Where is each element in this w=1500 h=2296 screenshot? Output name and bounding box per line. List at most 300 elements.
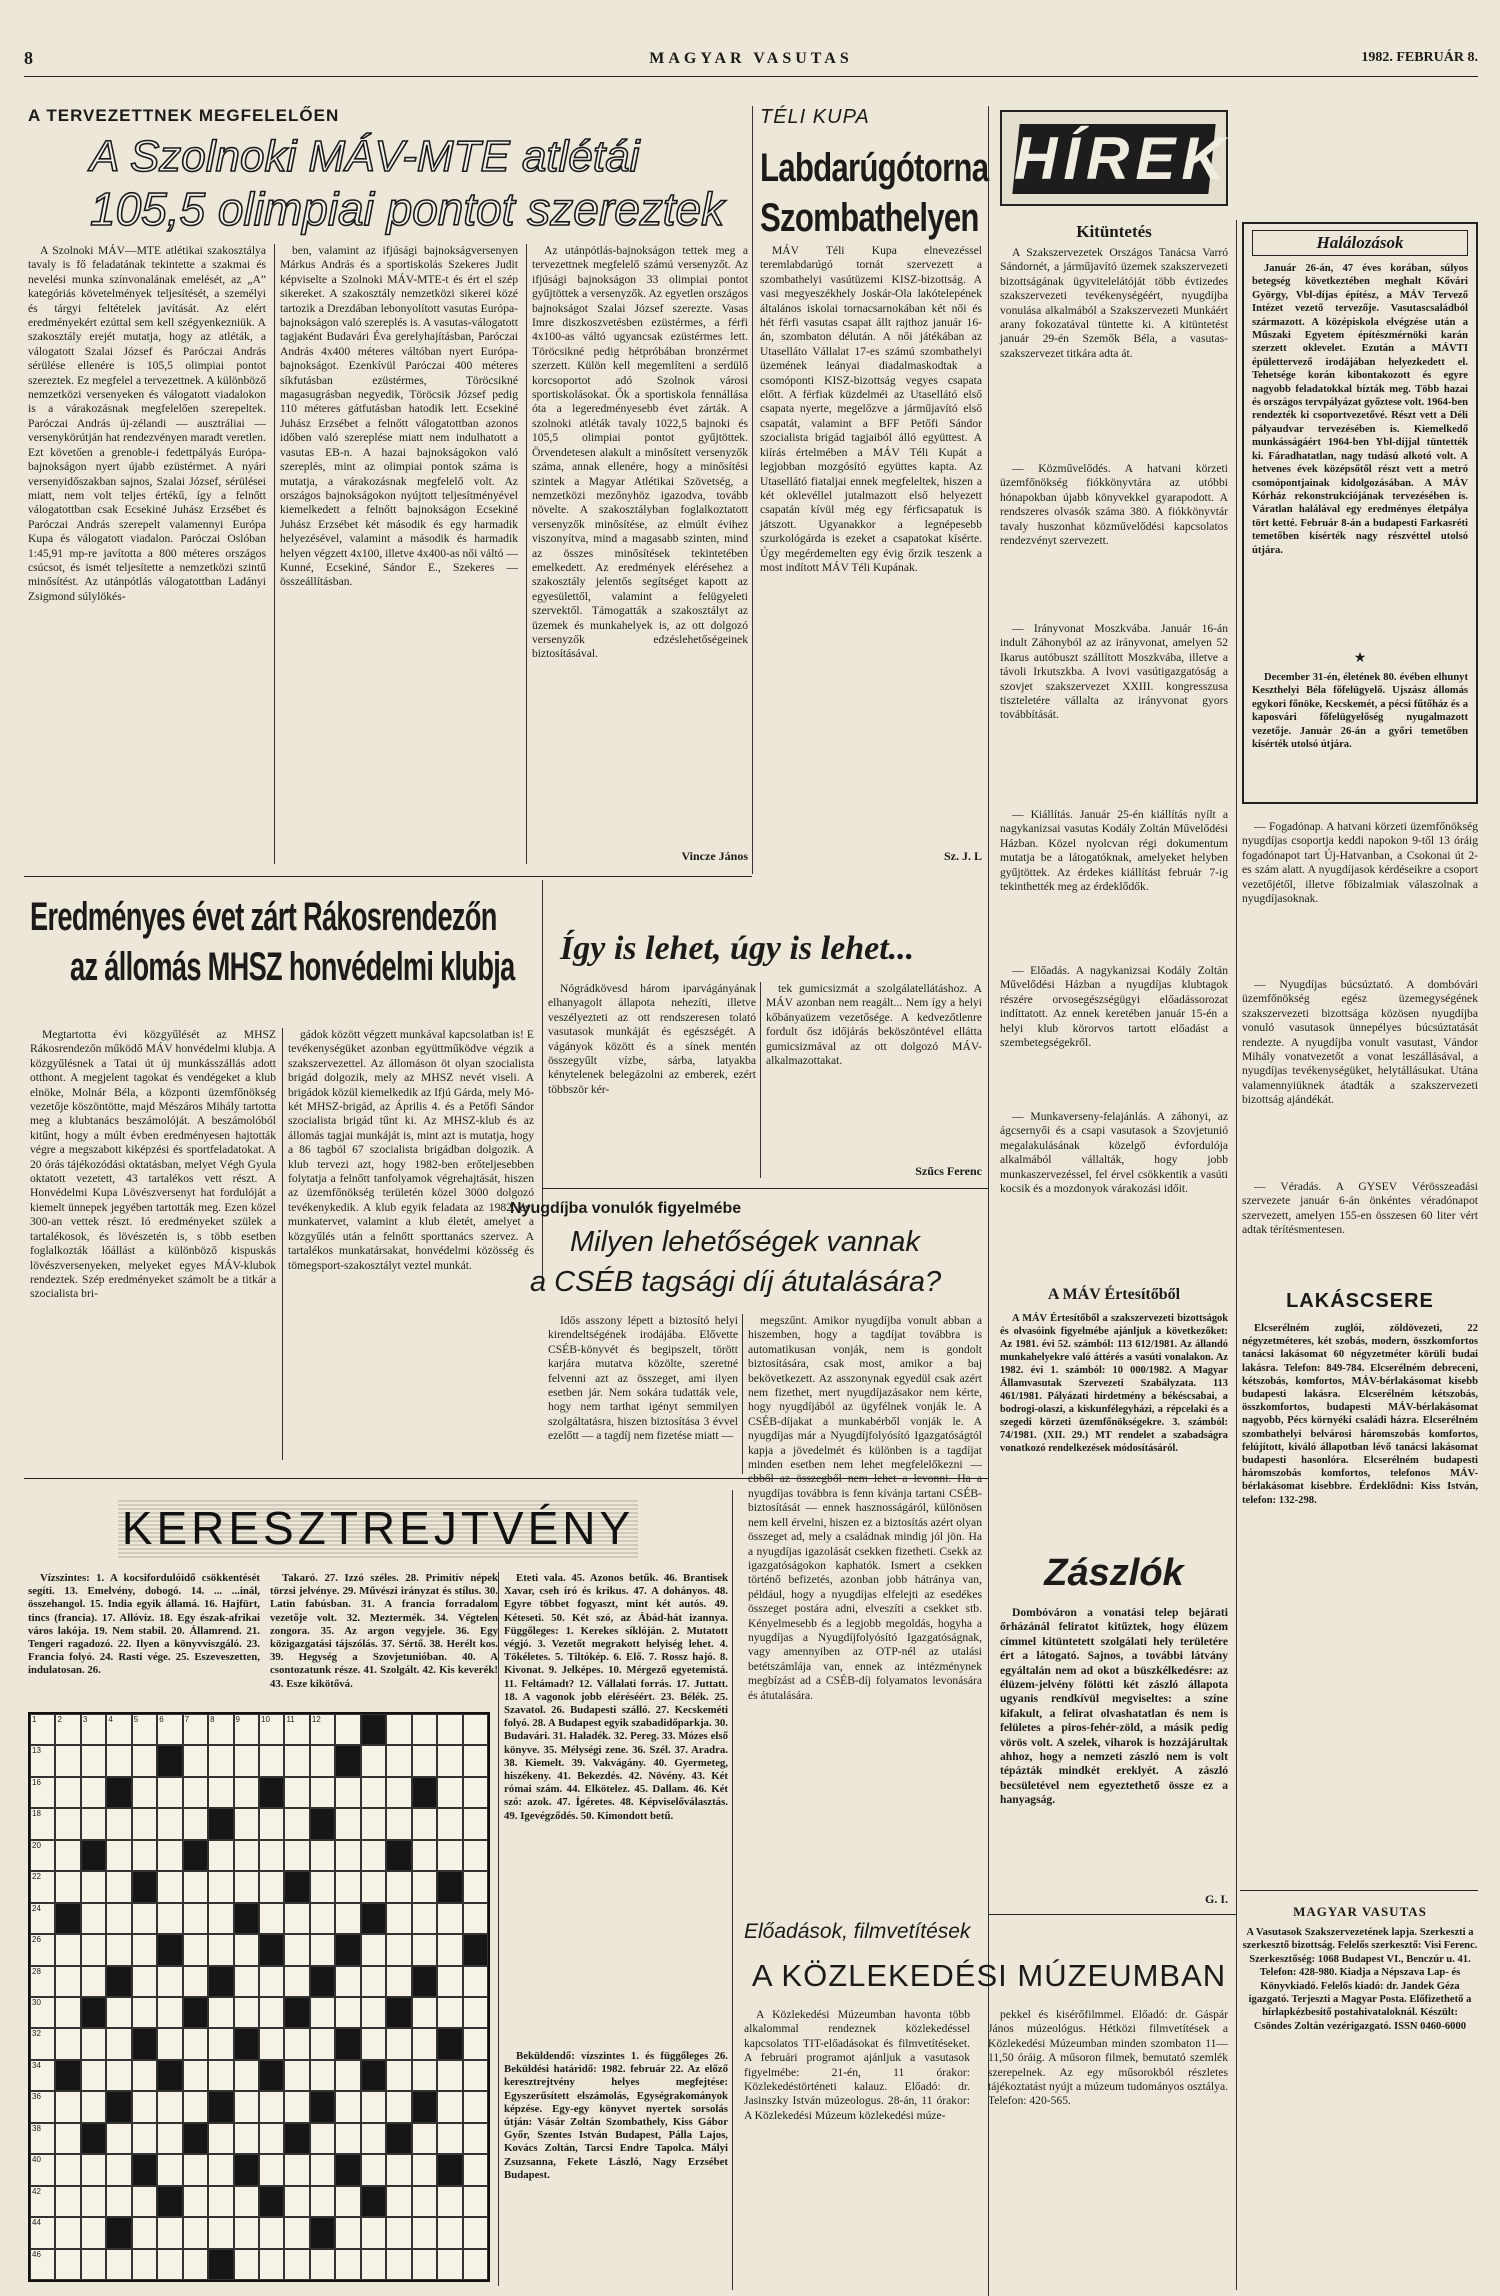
crossword-cell[interactable] xyxy=(106,1934,131,1965)
crossword-cell[interactable] xyxy=(30,2217,55,2248)
divider xyxy=(760,982,761,1178)
crossword-cell[interactable] xyxy=(335,2217,360,2248)
crossword-cell[interactable] xyxy=(81,2028,106,2059)
crossword-cell[interactable] xyxy=(310,1871,335,1902)
news-bucsuztato: — Nyugdíjas búcsúztató. A dombóvári üzemfőnökség egész üzemegységének szakszervezeti bizottsága közösen nyugdíjba vonuló vasutasok ünnepélyes búcsúztatását rendezte. A nyugdíjba vonult vasutast, Vándor Mihály vonatvezetőt a vonat leszállásával, a nyugdíjas tevékenységüket, helytállásukat. Utána valamennyiüknek átadták a szakszervezeti bizottság ajándékát. xyxy=(1242,978,1478,1107)
crossword-cell[interactable] xyxy=(106,2060,131,2091)
crossword-cell[interactable] xyxy=(463,1903,488,1934)
crossword-block xyxy=(183,1840,208,1871)
crossword-cell[interactable] xyxy=(208,1997,233,2028)
crossword-cell[interactable] xyxy=(335,1777,360,1808)
crossword-cell[interactable] xyxy=(463,2091,488,2122)
crossword-cell[interactable] xyxy=(157,1777,182,1808)
crossword-cell[interactable] xyxy=(157,2249,182,2280)
crossword-cell[interactable] xyxy=(106,2186,131,2217)
crossword-cell[interactable] xyxy=(208,1777,233,1808)
crossword-cell[interactable] xyxy=(335,1903,360,1934)
crossword-cell[interactable] xyxy=(30,2186,55,2217)
crossword-cell[interactable] xyxy=(183,2217,208,2248)
crossword-cell[interactable] xyxy=(463,1808,488,1839)
crossword-cell[interactable] xyxy=(30,1808,55,1839)
crossword-cell[interactable] xyxy=(81,1903,106,1934)
lakas-title: LAKÁSCSERE xyxy=(1286,1290,1434,1312)
crossword-cell[interactable] xyxy=(81,1934,106,1965)
crossword-cell[interactable] xyxy=(361,2028,386,2059)
crossword-cell[interactable] xyxy=(386,2186,411,2217)
crossword-cell[interactable] xyxy=(132,1997,157,2028)
crossword-cell[interactable] xyxy=(106,1903,131,1934)
crossword-block xyxy=(183,2123,208,2154)
crossword-cell[interactable] xyxy=(437,1966,462,1997)
crossword-cell[interactable] xyxy=(30,1997,55,2028)
crossword-cell[interactable] xyxy=(463,1745,488,1776)
crossword-cell[interactable] xyxy=(437,2249,462,2280)
crossword-cell[interactable] xyxy=(81,2060,106,2091)
crossword-cell[interactable] xyxy=(284,2060,309,2091)
crossword-cell[interactable] xyxy=(55,2028,80,2059)
crossword-cell[interactable] xyxy=(437,2217,462,2248)
crossword-cell[interactable] xyxy=(55,2123,80,2154)
crossword-cell[interactable] xyxy=(132,1966,157,1997)
crossword-cell[interactable] xyxy=(412,2249,437,2280)
crossword-cell[interactable] xyxy=(361,1934,386,1965)
crossword-cell[interactable] xyxy=(55,1777,80,1808)
crossword-cell[interactable] xyxy=(132,2060,157,2091)
crossword-cell[interactable] xyxy=(361,1745,386,1776)
crossword-cell[interactable] xyxy=(234,1714,259,1745)
crossword-cell[interactable] xyxy=(30,1745,55,1776)
crossword-cell[interactable] xyxy=(208,1934,233,1965)
crossword-cell[interactable] xyxy=(437,1745,462,1776)
crossword-cell[interactable] xyxy=(437,1997,462,2028)
crossword-cell[interactable] xyxy=(463,2249,488,2280)
crossword-cell[interactable] xyxy=(335,1808,360,1839)
crossword-cell[interactable] xyxy=(234,1871,259,1902)
crossword-cell[interactable] xyxy=(55,1745,80,1776)
crossword-cell[interactable] xyxy=(361,1871,386,1902)
crossword-cell[interactable] xyxy=(183,2154,208,2185)
crossword-cell[interactable] xyxy=(335,1997,360,2028)
crossword-cell[interactable] xyxy=(81,1966,106,1997)
crossword-cell[interactable] xyxy=(81,2249,106,2280)
crossword-cell[interactable] xyxy=(183,1966,208,1997)
crossword-cell[interactable] xyxy=(157,1997,182,2028)
crossword-cell[interactable] xyxy=(386,2217,411,2248)
crossword-cell[interactable] xyxy=(463,2123,488,2154)
crossword-cell[interactable] xyxy=(335,1714,360,1745)
crossword-cell[interactable] xyxy=(55,2091,80,2122)
crossword-cell[interactable] xyxy=(310,2028,335,2059)
crossword-block xyxy=(310,2091,335,2122)
crossword-cell[interactable] xyxy=(412,2186,437,2217)
crossword-cell[interactable] xyxy=(284,2186,309,2217)
crossword-cell[interactable] xyxy=(361,2249,386,2280)
crossword-cell[interactable] xyxy=(157,2154,182,2185)
crossword-cell[interactable] xyxy=(183,1714,208,1745)
crossword-cell[interactable] xyxy=(55,1966,80,1997)
crossword-cell[interactable] xyxy=(284,1808,309,1839)
crossword-cell[interactable] xyxy=(386,1871,411,1902)
crossword-cell[interactable] xyxy=(183,1903,208,1934)
crossword-cell[interactable] xyxy=(284,2249,309,2280)
crossword-cell[interactable] xyxy=(284,1934,309,1965)
crossword-cell[interactable] xyxy=(81,2154,106,2185)
crossword-cell[interactable] xyxy=(412,1934,437,1965)
crossword-cell[interactable] xyxy=(463,2186,488,2217)
crossword-cell[interactable] xyxy=(208,2154,233,2185)
crossword-cell[interactable] xyxy=(463,2060,488,2091)
crossword-cell[interactable] xyxy=(132,2123,157,2154)
crossword-cell[interactable] xyxy=(30,2060,55,2091)
crossword-cell-number: 8 xyxy=(210,1715,215,1724)
crossword-cell[interactable] xyxy=(106,2154,131,2185)
crossword-cell[interactable] xyxy=(234,2217,259,2248)
crossword-cell[interactable] xyxy=(183,2091,208,2122)
crossword-cell[interactable] xyxy=(437,2091,462,2122)
crossword-cell[interactable] xyxy=(361,1966,386,1997)
crossword-cell[interactable] xyxy=(310,1903,335,1934)
crossword-cell[interactable] xyxy=(259,1840,284,1871)
crossword-cell[interactable] xyxy=(437,1903,462,1934)
crossword-cell[interactable] xyxy=(55,1997,80,2028)
crossword-cell[interactable] xyxy=(183,2028,208,2059)
crossword-cell[interactable] xyxy=(55,1808,80,1839)
crossword-cell-number: 26 xyxy=(32,1935,41,1945)
crossword-cell[interactable] xyxy=(335,1871,360,1902)
crossword-cell[interactable] xyxy=(259,2028,284,2059)
crossword-cell[interactable] xyxy=(30,2091,55,2122)
crossword-cell[interactable] xyxy=(234,1997,259,2028)
crossword-cell[interactable] xyxy=(132,2249,157,2280)
crossword-cell[interactable] xyxy=(259,2249,284,2280)
crossword-cell[interactable] xyxy=(386,1745,411,1776)
crossword-cell[interactable] xyxy=(30,1903,55,1934)
crossword-cell[interactable] xyxy=(132,2217,157,2248)
crossword-cell[interactable] xyxy=(106,2249,131,2280)
crossword-cell[interactable] xyxy=(259,1997,284,2028)
crossword-cell[interactable] xyxy=(30,2154,55,2185)
crossword-cell[interactable] xyxy=(208,1871,233,1902)
crossword-cell[interactable] xyxy=(386,2249,411,2280)
crossword-cell[interactable] xyxy=(183,2186,208,2217)
crossword-cell[interactable] xyxy=(361,1997,386,2028)
crossword-cell[interactable] xyxy=(157,1808,182,1839)
crossword-cell[interactable] xyxy=(412,2123,437,2154)
crossword-cell[interactable] xyxy=(335,2249,360,2280)
crossword-cell[interactable] xyxy=(106,2028,131,2059)
crossword-cell[interactable] xyxy=(437,1777,462,1808)
crossword-cell[interactable] xyxy=(208,2217,233,2248)
crossword-cell[interactable] xyxy=(208,2123,233,2154)
crossword-cell[interactable] xyxy=(259,2154,284,2185)
crossword-cell[interactable] xyxy=(259,1745,284,1776)
crossword-cell[interactable] xyxy=(386,2091,411,2122)
crossword-cell[interactable] xyxy=(208,1714,233,1745)
crossword-cell[interactable] xyxy=(386,2028,411,2059)
crossword-cell[interactable] xyxy=(106,1997,131,2028)
crossword-cell[interactable] xyxy=(234,1745,259,1776)
crossword-cell[interactable] xyxy=(412,1745,437,1776)
crossword-cell[interactable] xyxy=(335,1966,360,1997)
crossword-cell[interactable] xyxy=(386,1777,411,1808)
crossword-cell[interactable] xyxy=(437,1934,462,1965)
crossword-cell[interactable] xyxy=(157,1903,182,1934)
crossword-cell[interactable] xyxy=(335,1840,360,1871)
crossword-cell[interactable] xyxy=(310,2123,335,2154)
crossword-cell[interactable] xyxy=(81,1714,106,1745)
crossword-clues-3: Eteti vala. 45. Azonos betűk. 46. Brantisek Xavar, cseh író és krikus. 47. A dohányos. 48. Egyre többet fogyaszt, mint két autós. 49. Kéteseti. 50. Két szó, az Ábád-hát izannya. Függőleges: 1. Kerekes síklóján. 2. Mutatott végjó. 3. Vezetőt megrakott helyiség lehet. 4. Tökéletes. 5. Tiltókép. 6. Elő. 7. Rossz hajó. 8. Kivonat. 9. Jelképes. 10. Mérgező egyetemistá. 11. Feltámadt? 12. Vállalati forrás. 17. Juttatt. 18. A vagonok jobb eléréséért. 23. Bélék. 25. Szavatol. 26. Budapesti szálló. 27. Kecskeméti folyó. 28. A Budapest egyik szabadidőparkja. 30. Budavári. 31. Haladék. 32. Pereg. 33. Mózes első könyve. 35. Mélységi zene. 36. Szél. 37. Aradra. 38. Kiemelt. 39. Vakvágány. 40. Gyermeteg, hiszékeny. 41. Bekezdés. 42. Növény. 43. Két római szám. 44. Elkötelez. 45. Dallam. 46. Két szó: azok. 47. Ígéretes. 48. Képviselőválasztás. 49. Igevégződés. 50. Kimondott betű. xyxy=(504,1572,728,1822)
nyugdij-title-line2: a CSÉB tagsági díj átutalására? xyxy=(530,1266,942,1298)
crossword-cell[interactable] xyxy=(412,1871,437,1902)
crossword-cell[interactable] xyxy=(463,1714,488,1745)
crossword-cell[interactable] xyxy=(183,1777,208,1808)
crossword-cell[interactable] xyxy=(361,2123,386,2154)
crossword-cell[interactable] xyxy=(234,1777,259,1808)
crossword-cell[interactable] xyxy=(106,1808,131,1839)
crossword-cell[interactable] xyxy=(132,2186,157,2217)
crossword-cell[interactable] xyxy=(386,1934,411,1965)
crossword-cell[interactable] xyxy=(284,2091,309,2122)
crossword-cell[interactable] xyxy=(310,1934,335,1965)
crossword-cell[interactable] xyxy=(310,2060,335,2091)
crossword-cell[interactable] xyxy=(183,2249,208,2280)
divider xyxy=(24,876,752,877)
crossword-cell[interactable] xyxy=(132,1840,157,1871)
crossword-cell[interactable] xyxy=(208,2060,233,2091)
crossword-cell[interactable] xyxy=(132,1714,157,1745)
crossword-cell[interactable] xyxy=(437,1808,462,1839)
crossword-cell[interactable] xyxy=(386,1808,411,1839)
crossword-cell[interactable] xyxy=(437,2060,462,2091)
crossword-block xyxy=(81,1840,106,1871)
crossword-cell[interactable] xyxy=(183,1808,208,1839)
crossword-cell[interactable] xyxy=(106,1714,131,1745)
obituary-text-1: Január 26-án, 47 éves korában, súlyos betegség következtében meghalt Kővári György, Vbl-díjas építész, a MÁV Tervező Intézet vezető tervezője. Vasutascsaládból származott. A középiskola elvégzése után a Műszaki Egyetem építészmérnöki karán szerzett oklevelet. Ezután a MÁVTI épülettervező irodájában helyezkedett el. Tehetsége korán kibontakozott és egyre nagyobb feladatokkal bízták meg. Több hazai és országos tervpályázat győztese volt. 1964-ben rendezték ki csoportvezetővé. Részt vett a Déli pályaudvar tervezésében is. Kiemelkedő munkásságáért 1964-ben Ybl-díjjal tüntették ki. Fáradhatatlan, nagy tudású alkotó volt. A hetvenes évek középsőtől részt vett a metró csomópontjainak kidolgozásában. A MÁV Kórház rekonstrukciójának tervezésében is. Váratlan halálával egy eredményes életpálya tört ketté. Február 8-án a budapesti Farkasréti temetőben kísérték nagy részvéttel utolsó útjára. xyxy=(1252,263,1468,556)
crossword-cell[interactable] xyxy=(284,2217,309,2248)
crossword-cell[interactable] xyxy=(106,1745,131,1776)
museum-kicker: Előadások, filmvetítések xyxy=(744,1920,971,1943)
crossword-cell[interactable] xyxy=(259,1871,284,1902)
crossword-cell[interactable] xyxy=(284,1714,309,1745)
crossword-cell[interactable] xyxy=(208,1745,233,1776)
crossword-cell[interactable] xyxy=(310,1997,335,2028)
athletics-author: Vincze János xyxy=(681,849,748,863)
crossword-cell[interactable] xyxy=(259,2123,284,2154)
crossword-cell[interactable] xyxy=(106,1871,131,1902)
crossword-cell[interactable] xyxy=(412,2028,437,2059)
crossword-cell[interactable] xyxy=(30,1714,55,1745)
crossword-cell[interactable] xyxy=(412,2154,437,2185)
crossword-cell[interactable] xyxy=(463,1966,488,1997)
crossword-cell[interactable] xyxy=(208,2186,233,2217)
crossword-cell[interactable] xyxy=(463,1777,488,1808)
crossword-cell[interactable] xyxy=(463,1840,488,1871)
crossword-cell[interactable] xyxy=(55,2186,80,2217)
crossword-cell[interactable] xyxy=(386,2154,411,2185)
zaszlok-title: Zászlók xyxy=(1044,1552,1184,1594)
crossword-cell[interactable] xyxy=(183,1871,208,1902)
crossword-cell[interactable] xyxy=(55,1871,80,1902)
crossword-cell[interactable] xyxy=(157,2217,182,2248)
crossword-cell[interactable] xyxy=(132,1808,157,1839)
crossword-grid[interactable] xyxy=(28,1712,490,2282)
crossword-cell[interactable] xyxy=(234,2060,259,2091)
crossword-cell[interactable] xyxy=(284,1966,309,1997)
crossword-cell[interactable] xyxy=(30,1840,55,1871)
crossword-cell[interactable] xyxy=(208,2028,233,2059)
crossword-cell[interactable] xyxy=(284,1745,309,1776)
crossword-cell[interactable] xyxy=(81,1777,106,1808)
crossword-cell[interactable] xyxy=(386,1966,411,1997)
crossword-cell[interactable] xyxy=(30,2028,55,2059)
crossword-cell[interactable] xyxy=(412,2217,437,2248)
divider xyxy=(24,1478,988,1479)
crossword-cell[interactable] xyxy=(106,1840,131,1871)
crossword-cell[interactable] xyxy=(55,2154,80,2185)
crossword-cell[interactable] xyxy=(361,1777,386,1808)
crossword-cell[interactable] xyxy=(81,1745,106,1776)
crossword-cell[interactable] xyxy=(55,1714,80,1745)
crossword-cell[interactable] xyxy=(259,2217,284,2248)
crossword-cell[interactable] xyxy=(386,1714,411,1745)
crossword-cell[interactable] xyxy=(412,1903,437,1934)
crossword-cell[interactable] xyxy=(335,2123,360,2154)
crossword-cell[interactable] xyxy=(208,1903,233,1934)
crossword-cell[interactable] xyxy=(437,1840,462,1871)
crossword-cell-number: 42 xyxy=(32,2186,41,2196)
crossword-cell[interactable] xyxy=(234,1840,259,1871)
crossword-cell[interactable] xyxy=(310,2186,335,2217)
crossword-cell-number: 16 xyxy=(32,1777,41,1787)
crossword-cell[interactable] xyxy=(183,1934,208,1965)
crossword-cell[interactable] xyxy=(132,1777,157,1808)
crossword-cell[interactable] xyxy=(55,1934,80,1965)
crossword-cell[interactable] xyxy=(106,2123,131,2154)
crossword-cell[interactable] xyxy=(157,1871,182,1902)
crossword-block xyxy=(55,1903,80,1934)
crossword-cell[interactable] xyxy=(284,1777,309,1808)
crossword-cell[interactable] xyxy=(132,2091,157,2122)
crossword-cell[interactable] xyxy=(361,2154,386,2185)
crossword-cell[interactable] xyxy=(259,1903,284,1934)
crossword-cell[interactable] xyxy=(183,1745,208,1776)
crossword-cell[interactable] xyxy=(335,2186,360,2217)
crossword-cell[interactable] xyxy=(132,1934,157,1965)
crossword-cell[interactable] xyxy=(412,1840,437,1871)
crossword-cell[interactable] xyxy=(310,1840,335,1871)
crossword-cell[interactable] xyxy=(437,1714,462,1745)
crossword-cell[interactable] xyxy=(157,1714,182,1745)
crossword-cell[interactable] xyxy=(259,1714,284,1745)
crossword-block xyxy=(335,1745,360,1776)
crossword-cell[interactable] xyxy=(310,2154,335,2185)
crossword-cell[interactable] xyxy=(463,2154,488,2185)
crossword-cell[interactable] xyxy=(234,2123,259,2154)
crossword-cell[interactable] xyxy=(310,1777,335,1808)
crossword-cell[interactable] xyxy=(30,2123,55,2154)
crossword-cell[interactable] xyxy=(81,2091,106,2122)
museum-column-1: A Közlekedési Múzeumban havonta több alkalommal rendeznek közlekedéssel kapcsolatos TIT-előadásokat és filmvetítéseket. A februári programot ajánljuk a vasutasok figyelmébe: 21-én, 11 órakor: Közlekedéstörténeti kalauz. Előadó: dr. Jasinszky István múzeologus. 28-án, 11 órakor: A Közlekedési Múzeum közlekedési múze- xyxy=(744,2008,970,2122)
crossword-cell[interactable] xyxy=(335,2091,360,2122)
crossword-cell[interactable] xyxy=(30,2249,55,2280)
crossword-cell[interactable] xyxy=(81,2217,106,2248)
crossword-cell[interactable] xyxy=(55,1840,80,1871)
crossword-cell[interactable] xyxy=(284,2028,309,2059)
crossword-cell[interactable] xyxy=(259,2091,284,2122)
athletics-column-2: ben, valamint az ifjúsági bajnokságversenyen Márkus András és a sportiskolás Szekeres Judit képviselte a Szolnoki MÁV-MTE-t és ért el szép sikereket. A szakosztály nemzetközi sikerei közé tartozik a Drezdában lebonyolított vasutas Európa-bajnokságon való szereplés is. A vasutas-válogatott tagjaként Budavári Éva gerelyhajításban, Paróczai András 4x400 méteres váltóban nyert Európa-bajnokságot. Ezenkívül Paróczai 400 méteres síkfutásban ezüstérmes, Töröcsikné magasugrásban negyedik, Töröcsik József pedig 110 méteres gátfutásban hatodik lett. Ecsekiné Juhász Erzsébet a felnőtt válogatottban azonos időben való szereplése miatt nem indulhatott a vasutas EB-n. A hazai bajnokságokon való szereplés, mint az olimpiai pontok száma is mutatja, a várakozásnak megfelelő volt. Az országos bajnokságokon nyújtott teljesítményével kiemelkedett a felnőtt bajnokságon Ecsekiné Juhász Erzsébet két második és egy harmadik helyezésével, valamint a második és harmadik helyen végzett 4x100, illetve 4x400-as női váltó — Kunné, Ecsekiné, Sándor E., Szekeres — összeállításban. xyxy=(280,244,518,589)
crossword-cell[interactable] xyxy=(208,1840,233,1871)
crossword-cell[interactable] xyxy=(437,2123,462,2154)
crossword-cell[interactable] xyxy=(157,2091,182,2122)
crossword-cell[interactable] xyxy=(284,1840,309,1871)
crossword-cell[interactable] xyxy=(437,2186,462,2217)
crossword-cell[interactable] xyxy=(30,1777,55,1808)
nyugdij-column-1: Idős asszony lépett a biztosító helyi kirendeltségének irodájába. Elővette CSÉB-könyvét és begipszelt, törött karjára mutatva közölte, szeretné felvenni azt az összeget, ami ilyen esetben jár. Nem sokára tudatták vele, hogy nem tarthat igényt semmilyen szolgáltatásra, hiszen biztosítása 3 évvel ezelőtt — a tagdíj nem fizetése miatt — xyxy=(548,1314,738,1443)
crossword-cell[interactable] xyxy=(310,1745,335,1776)
crossword-cell[interactable] xyxy=(157,1966,182,1997)
crossword-cell[interactable] xyxy=(412,1714,437,1745)
crossword-block xyxy=(132,2028,157,2059)
crossword-cell[interactable] xyxy=(361,2091,386,2122)
crossword-cell[interactable] xyxy=(310,2249,335,2280)
crossword-cell[interactable] xyxy=(81,1808,106,1839)
crossword-block xyxy=(132,1871,157,1902)
crossword-cell[interactable] xyxy=(463,2028,488,2059)
crossword-cell[interactable] xyxy=(463,1871,488,1902)
crossword-cell[interactable] xyxy=(259,1808,284,1839)
crossword-cell[interactable] xyxy=(386,1903,411,1934)
crossword-cell[interactable] xyxy=(284,1903,309,1934)
crossword-cell[interactable] xyxy=(132,1903,157,1934)
crossword-cell[interactable] xyxy=(30,1966,55,1997)
crossword-cell[interactable] xyxy=(157,2123,182,2154)
crossword-cell[interactable] xyxy=(132,1745,157,1776)
crossword-cell[interactable] xyxy=(30,1871,55,1902)
crossword-cell[interactable] xyxy=(55,2249,80,2280)
crossword-cell[interactable] xyxy=(412,1808,437,1839)
athletics-headline xyxy=(90,132,740,242)
crossword-cell[interactable] xyxy=(284,2154,309,2185)
crossword-cell[interactable] xyxy=(157,2028,182,2059)
crossword-cell[interactable] xyxy=(361,1840,386,1871)
crossword-cell[interactable] xyxy=(183,2060,208,2091)
crossword-cell[interactable] xyxy=(335,2060,360,2091)
crossword-cell[interactable] xyxy=(55,2217,80,2248)
crossword-cell[interactable] xyxy=(234,2249,259,2280)
crossword-cell[interactable] xyxy=(234,1934,259,1965)
museum-column-2: pekkel és kisérőfilmmel. Előadó: dr. Gáspár János múzeológus. Hétközi filmvetítések a Közlekedési Múzeumban minden szombaton 11—11,50 óráig. A műsoron filmek, bemutató szemlék szerepelnek. Az egy műsorokból részletes tájékoztatást nyújt a múzeum tudományos osztálya. Telefon: 420-565. xyxy=(988,2008,1228,2108)
crossword-cell[interactable] xyxy=(81,2186,106,2217)
crossword-cell[interactable] xyxy=(386,2060,411,2091)
athletics-title-line2: 105,5 olimpiai pontot szereztek xyxy=(90,183,725,235)
crossword-cell[interactable] xyxy=(361,2217,386,2248)
crossword-cell[interactable] xyxy=(234,2091,259,2122)
crossword-cell[interactable] xyxy=(81,1871,106,1902)
crossword-cell[interactable] xyxy=(30,1934,55,1965)
crossword-cell[interactable] xyxy=(234,2186,259,2217)
crossword-cell[interactable] xyxy=(361,1808,386,1839)
crossword-cell[interactable] xyxy=(259,1966,284,1997)
crossword-cell[interactable] xyxy=(157,1840,182,1871)
crossword-cell[interactable] xyxy=(463,2217,488,2248)
crossword-cell[interactable] xyxy=(234,1966,259,1997)
crossword-cell[interactable] xyxy=(412,2060,437,2091)
crossword-cell-number: 38 xyxy=(32,2123,41,2133)
crossword-cell[interactable] xyxy=(463,1997,488,2028)
crossword-cell[interactable] xyxy=(310,1714,335,1745)
crossword-cell[interactable] xyxy=(412,1997,437,2028)
crossword-cell[interactable] xyxy=(234,1808,259,1839)
